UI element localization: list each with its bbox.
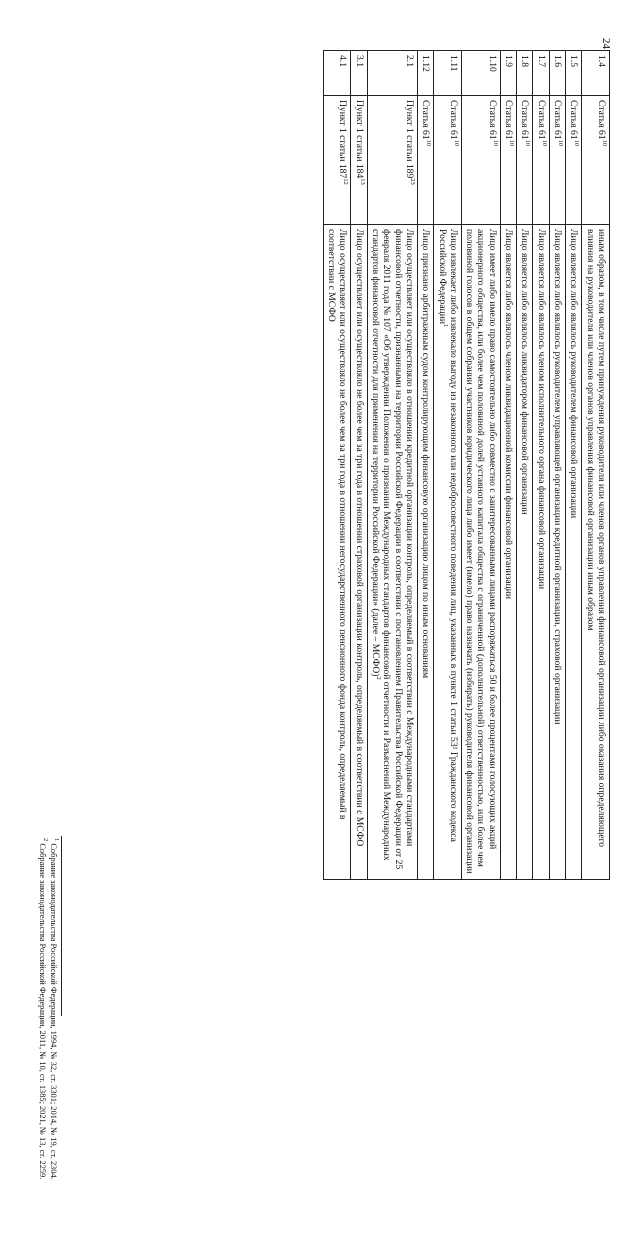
- row-number: 1.8: [517, 51, 533, 96]
- table-row: [500, 51, 516, 880]
- row-number: 1.7: [533, 51, 549, 96]
- table-row: [461, 51, 500, 880]
- page-number: 24: [600, 38, 612, 49]
- table-row: [517, 51, 533, 880]
- row-description: Лицо является либо являлось членом ликвидационной комиссии финансовой организации: [500, 225, 516, 880]
- row-article: Статья $61^{10}$: [517, 96, 533, 225]
- row-description: Лицо является либо являлось руководителем финансовой организации: [566, 225, 582, 880]
- table-row: [323, 51, 351, 880]
- table-row: [351, 51, 367, 880]
- row-number: 4.1: [323, 51, 351, 96]
- row-number: 1.12: [417, 51, 433, 96]
- table-row: [533, 51, 549, 880]
- row-number: 2.1: [367, 51, 417, 96]
- row-description: Лицо имеет либо имело право самостоятельно либо совместно с заинтересованными лицами распоряжаться 50 и более процентами голосующих акций акционерного общества, или более чем половиной долей уставного капитала общества с ограниченной (дополнительной) ответственностью, или более чем половиной голосов в общем собрании участников юридического лица либо имеет (имело) право назначать (избирать) руководителя финансовой организации: [461, 225, 500, 880]
- row-number: 1.4: [582, 51, 610, 96]
- row-article: Статья $61^{10}$: [417, 96, 433, 225]
- row-article: Пункт 1 статьи $189^{23}$: [367, 96, 417, 225]
- table-row: [434, 51, 462, 880]
- row-number: 1.6: [549, 51, 565, 96]
- row-description: Лицо является либо являлось руководителем управляющей организации кредитной организации, страховой организации: [549, 225, 565, 880]
- row-number: 1.10: [461, 51, 500, 96]
- row-article: Статья $61^{10}$: [500, 96, 516, 225]
- row-article: Статья $61^{10}$: [582, 96, 610, 225]
- row-description: Лицо осуществляет или осуществляло не более чем за три года в отношении негосударственного пенсионного фонда контроль, определяемый в соответствии с МСФО: [323, 225, 351, 880]
- row-description: иным образом, в том числе путем принуждения руководителя или членов органов управления финансовой организации либо оказания определяющего влияния на руководителя или членов органов управления финансовой организации иным образом: [582, 225, 610, 880]
- legal-criteria-table: [323, 50, 610, 880]
- row-description: Лицо извлекает либо извлекало выгоду из незаконного или недобросовестного поведения лиц, указанных в пункте 1 статьи 53¹ Гражданского кодекса Российской Федерации$^1$: [434, 225, 462, 880]
- row-description: Лицо является либо являлось членом исполнительного органа финансовой организации: [533, 225, 549, 880]
- row-article: Пункт 1 статьи $187^{12}$: [323, 96, 351, 225]
- table-body: [323, 51, 609, 880]
- row-number: 1.5: [566, 51, 582, 96]
- row-article: Статья $61^{10}$: [461, 96, 500, 225]
- footnotes: [37, 838, 58, 1238]
- footnote-2: $^2$ Собрание законодательства Российской Федерации, 2011, № 10, ст. 1385; 2021, № 13, ст. 2259.: [38, 838, 50, 1180]
- row-description: Лицо осуществляет или осуществляло в отношении кредитной организации контроль, определяемый в соответствии с Международными стандартами финансовой отчетности, признанными на территории Российской Федерации в соответствии с постановлением Правительства Российской Федерации от 25 февраля 2011 года № 107 «Об утверждении Положения о признании Международных стандартов финансовой отчетности и Разъяснений Международных стандартов финансовой отчетности для применения на территории Российской Федерации» (далее – МСФО)$^2$: [367, 225, 417, 880]
- row-description: Лицо является либо являлось ликвидатором финансовой организации: [517, 225, 533, 880]
- rotated-table-wrapper: [323, 50, 610, 880]
- table-row: [367, 51, 417, 880]
- row-article: Статья $61^{10}$: [434, 96, 462, 225]
- footnote-separator: [61, 836, 62, 1016]
- row-number: 3.1: [351, 51, 367, 96]
- table-row: [566, 51, 582, 880]
- footnote-1: $^1$ Собрание законодательства Российской Федерации, 1994, № 32, ст. 3301; 2014, № 19, ст. 2304.: [49, 838, 60, 1180]
- row-number: 1.9: [500, 51, 516, 96]
- row-article: Статья $61^{10}$: [533, 96, 549, 225]
- row-number: 1.11: [434, 51, 462, 96]
- row-article: Статья $61^{10}$: [566, 96, 582, 225]
- row-description: Лицо осуществляет или осуществляло не более чем за три года в отношении страховой организации контроль, определяемый в соответствии с МСФО: [351, 225, 367, 880]
- row-article: Статья $61^{10}$: [549, 96, 565, 225]
- table-row: [549, 51, 565, 880]
- row-description: Лицо признано арбитражным судом контролирующим финансовую организацию лицом по иным основаниям: [417, 225, 433, 880]
- table-row: [582, 51, 610, 880]
- row-article: Пункт 1 статьи $184^{13}$: [351, 96, 367, 225]
- table-row: [417, 51, 433, 880]
